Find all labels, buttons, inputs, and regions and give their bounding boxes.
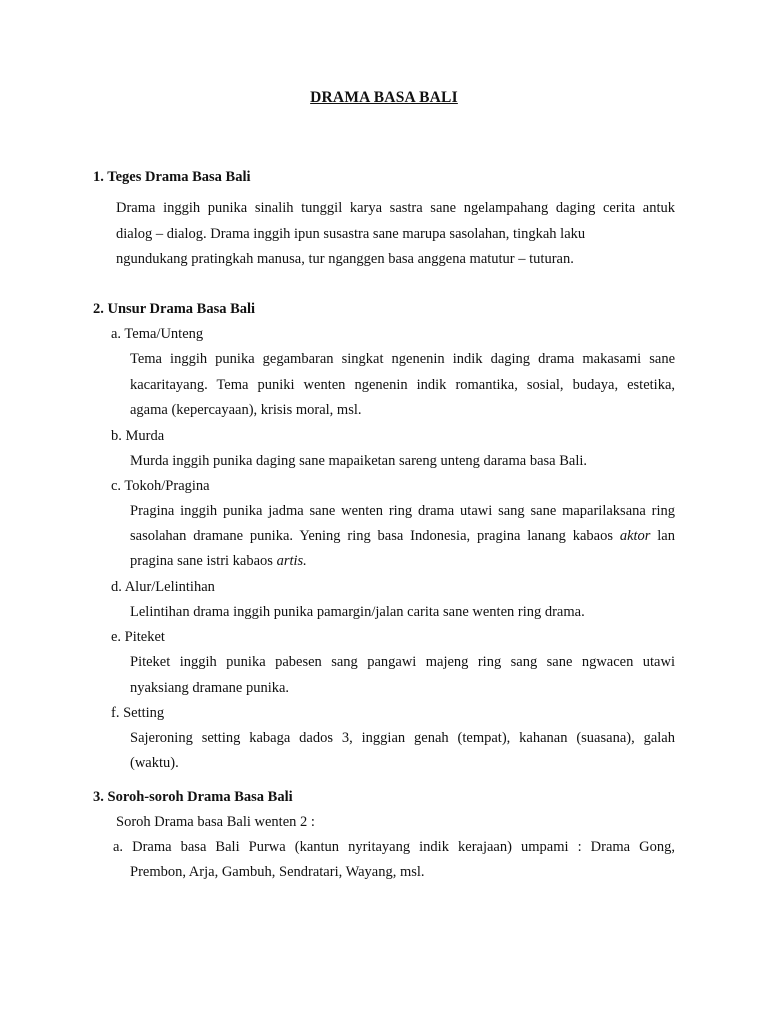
section-3-heading: 3. Soroh-soroh Drama Basa Bali [93,789,293,805]
item-c-emphasis-artis: artis. [276,553,307,569]
section-3-item-a-line: a. Drama basa Bali Purwa (kantun nyritayang indik kerajaan) umpami : Drama Gong, [113,839,675,855]
item-a-text-line: kacaritayang. Tema puniki wenten ngenenin indik romantika, sosial, budaya, estetika, [130,377,675,393]
item-c-text-part: lan [650,528,675,544]
item-e-text-line: Piteket inggih punika pabesen sang pangawi majeng ring sang sane ngwacen utawi [130,654,675,670]
item-c-text-line [130,526,675,546]
item-d-text-line: Lelintihan drama inggih punika pamargin/jalan carita sane wenten ring drama. [130,604,585,620]
item-a-text-line: agama (kepercayaan), krisis moral, msl. [130,402,362,418]
item-a-text-line: Tema inggih punika gegambaran singkat ngenenin indik daging drama makasami sane [130,351,675,367]
section-1-heading: 1. Teges Drama Basa Bali [93,169,251,185]
item-c-text-part: sasolahan dramane punika. Yening ring basa Indonesia, pragina lanang kabaos [130,528,620,544]
section-1-text-line: Drama inggih punika sinalih tunggil karya sastra sane ngelampahang daging cerita antuk [116,200,675,216]
item-c-text-line: Pragina inggih punika jadma sane wenten ring drama utawi sang sane maparilaksana ring [130,503,675,519]
item-f-label: f. Setting [111,705,165,721]
section-3-item-a-line: Prembon, Arja, Gambuh, Sendratari, Wayang, msl. [130,864,425,880]
document-title: DRAMA BASA BALI [310,89,458,106]
section-2-heading: 2. Unsur Drama Basa Bali [93,301,256,317]
item-c-label: c. Tokoh/Pragina [111,478,210,494]
item-e-text-line: nyaksiang dramane punika. [130,680,290,696]
item-e-label: e. Piteket [111,629,165,645]
item-d-label: d. Alur/Lelintihan [111,579,215,595]
section-3-intro: Soroh Drama basa Bali wenten 2 : [116,814,315,830]
item-c-emphasis-aktor: aktor [619,528,651,544]
item-c-text-part: pragina sane istri kabaos [130,553,277,569]
item-f-text-line: (waktu). [130,755,179,771]
section-1-text-line: ngundukang pratingkah manusa, tur nganggen basa anggena matutur – tuturan. [116,251,574,267]
item-a-label: a. Tema/Unteng [111,326,204,342]
item-c-text-line [130,551,307,571]
item-f-text-line: Sajeroning setting kabaga dados 3, inggian genah (tempat), kahanan (suasana), galah [130,730,675,746]
section-1-text-line: dialog – dialog. Drama inggih ipun susastra sane marupa sasolahan, tingkah laku [116,226,586,242]
item-b-text-line: Murda inggih punika daging sane mapaiketan sareng unteng darama basa Bali. [130,453,588,469]
item-b-label: b. Murda [111,428,165,444]
